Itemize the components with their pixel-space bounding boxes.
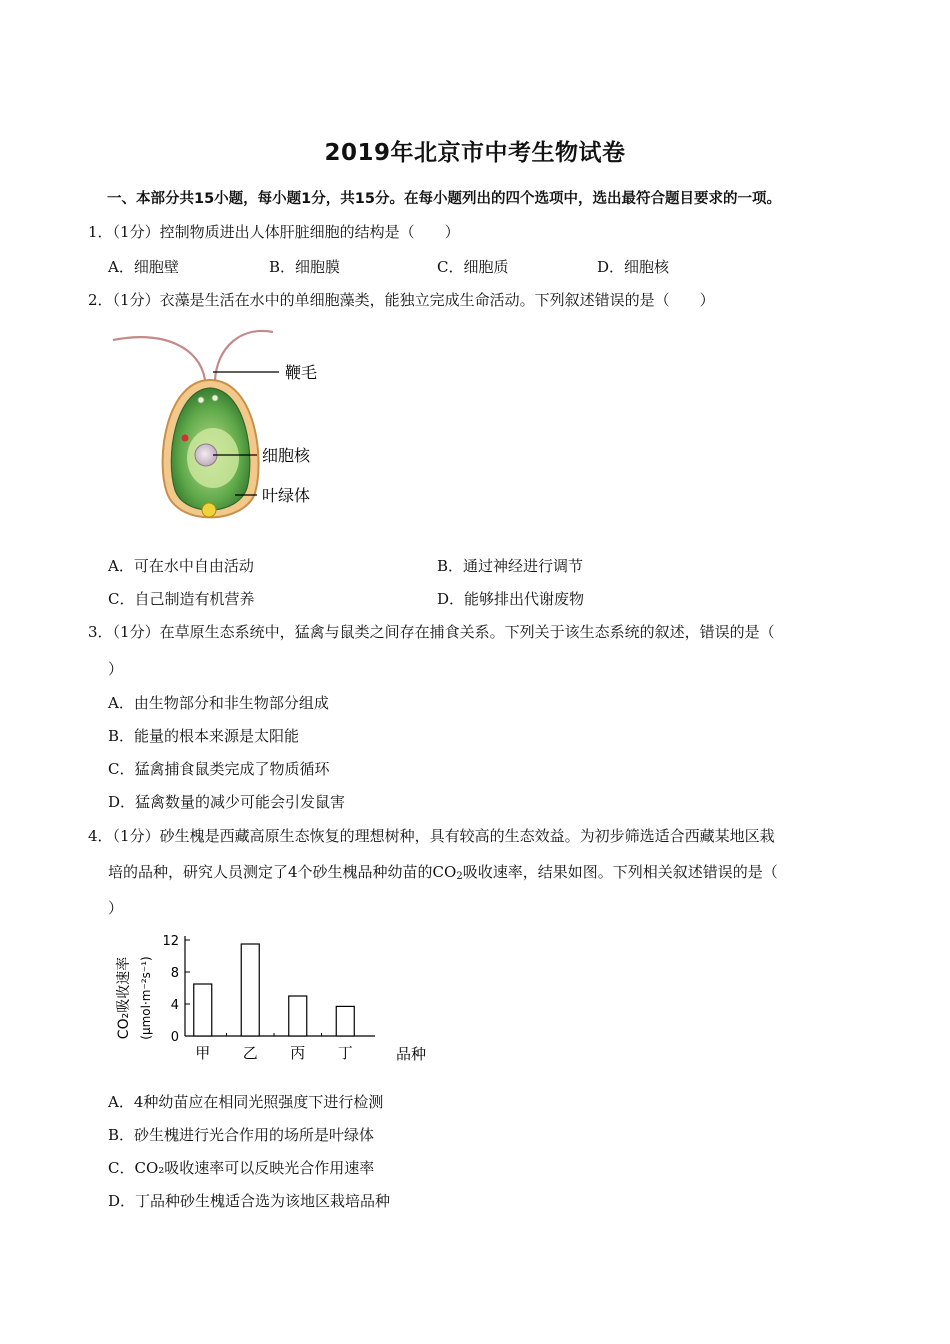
question-1-stem: 1．（1分）控制物质进出人体肝脏细胞的结构是（ ） [88,223,460,241]
label-chloroplast: 叶绿体 [262,486,311,505]
q2-option-b: B．通过神经进行调节 [437,557,584,575]
q3-option-a: A．由生物部分和非生物部分组成 [108,694,329,712]
co2-absorption-bar-chart [110,928,430,1068]
q3-option-c: C．猛禽捕食鼠类完成了物质循环 [108,760,330,778]
question-3-stem: 3．（1分）在草原生态系统中，猛禽与鼠类之间存在捕食关系。下列关于该生态系统的叙述，错误的是（ [88,623,775,641]
q2-option-d: D．能够排出代谢废物 [437,590,585,608]
eyespot [182,435,189,442]
chlamydomonas-figure [105,318,355,540]
bar-丙 [289,996,307,1036]
q4-option-d: D．丁品种砂生槐适合选为该地区栽培品种 [108,1192,391,1210]
question-2-stem: 2．（1分）衣藻是生活在水中的单细胞藻类，能独立完成生命活动。下列叙述错误的是（ ） [88,291,715,309]
section-heading: 一、本部分共15小题，每小题1分，共15分。在每小题列出的四个选项中，选出最符合题目要求的一项。 [107,191,781,207]
y-axis-label: CO₂吸收速率 [116,956,132,1040]
q4-option-c: C．CO₂吸收速率可以反映光合作用速率 [108,1159,375,1177]
x-tick-label-丁: 丁 [337,1044,353,1062]
question-4-stem-line2 [108,862,778,887]
y-axis-unit: (μmol·m⁻²s⁻¹) [139,956,153,1040]
q1-option-c: C．细胞质 [437,258,509,276]
bar-甲 [194,984,212,1036]
q1-option-a: A．细胞壁 [108,258,179,276]
label-nucleus: 细胞核 [262,446,311,465]
q2-option-c: C．自己制造有机营养 [108,590,255,608]
bar-丁 [336,1006,354,1036]
y-tick-label-8: 8 [170,966,179,981]
page-title: 2019年北京市中考生物试卷 [324,140,626,166]
flagellum-left [113,337,205,380]
q1-option-b: B．细胞膜 [269,258,341,276]
y-tick-label-0: 0 [170,1030,179,1045]
x-axis-label: 品种 [396,1045,427,1063]
question-4-stem: 4．（1分）砂生槐是西藏高原生态恢复的理想树种，具有较高的生态效益。为初步筛选适合西藏某地区栽 [88,827,775,845]
y-tick-label-12: 12 [162,934,179,949]
x-tick-label-乙: 乙 [242,1044,258,1062]
y-tick-label-4: 4 [170,998,179,1013]
q4-option-b: B．砂生槐进行光合作用的场所是叶绿体 [108,1126,375,1144]
pyrenoid [202,503,216,517]
question-4-stem-end: ） [108,899,124,917]
q3-option-d: D．猛禽数量的减少可能会引发鼠害 [108,793,346,811]
q1-option-d: D．细胞核 [597,258,670,276]
q2-option-a: A．可在水中自由活动 [108,557,254,575]
q4-stem-subscript: 2 [456,871,463,882]
q4-stem-part1: 培的品种，研究人员测定了4个砂生槐品种幼苗的CO [108,863,457,881]
q3-option-b: B．能量的根本来源是太阳能 [108,727,300,745]
x-tick-label-甲: 甲 [195,1044,211,1062]
label-flagellum: 鞭毛 [285,363,318,382]
question-3-stem-end: ） [108,660,124,678]
q4-option-a: A．4种幼苗应在相同光照强度下进行检测 [108,1093,384,1111]
flagellum-right [215,331,273,380]
x-tick-label-丙: 丙 [290,1044,306,1062]
q4-stem-part2: 吸收速率，结果如图。下列相关叙述错误的是（ [462,863,778,881]
bar-乙 [241,944,259,1036]
